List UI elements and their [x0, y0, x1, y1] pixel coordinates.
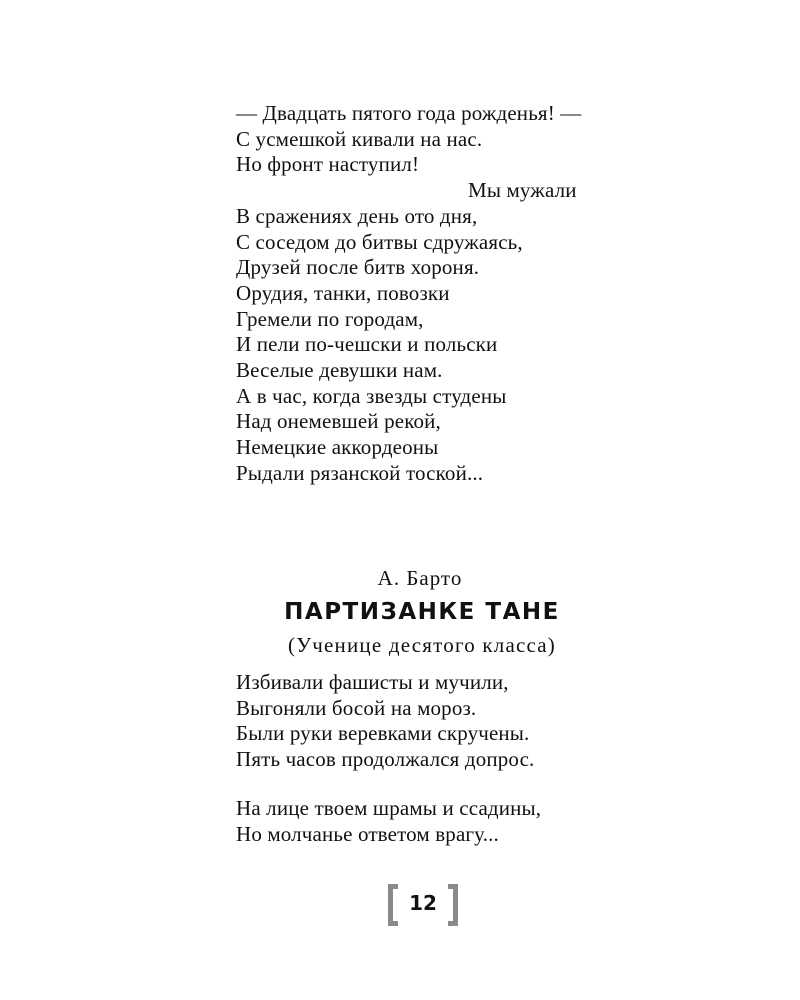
poem-line: Выгоняли босой на мороз.: [236, 695, 477, 720]
poem-line: Но фронт наступил!: [236, 152, 420, 177]
poem-line: Пять часов продолжался допрос.: [236, 747, 535, 772]
poem-title: ПАРТИЗАНКЕ ТАНЕ: [284, 599, 560, 625]
poem-line: Избивали фашисты и мучили,: [236, 670, 509, 694]
poem-line: Веселые девушки нам.: [236, 358, 443, 383]
poem-author: А. Барто: [377, 566, 463, 590]
page-number-text: 12: [409, 891, 437, 915]
poem-line: Рыдали рязанской тоской...: [236, 460, 484, 485]
page-number: [388, 884, 458, 928]
poem-line: С соседом до битвы сдружаясь,: [236, 229, 523, 254]
poem-line-indented: Мы мужали: [468, 178, 577, 203]
poem-line: А в час, когда звезды студены: [236, 383, 507, 408]
stanza-first: [236, 101, 581, 487]
poem-line: Орудия, танки, повозки: [236, 280, 450, 305]
poem-line: — Двадцать пятого года рожденья! —: [236, 101, 582, 125]
poem-line: Над онемевшей рекой,: [236, 409, 441, 434]
left-bracket-icon: [388, 884, 398, 926]
poem-line: Друзей после битв хороня.: [236, 255, 480, 280]
right-bracket-icon: [448, 884, 458, 926]
stanza-third: [236, 796, 541, 847]
poem-subtitle: (Ученице десятого класса): [288, 633, 556, 657]
poem-line: Гремели по городам,: [236, 306, 424, 331]
poem-line: И пели по-чешски и польски: [236, 332, 498, 357]
poem-line: Но молчанье ответом врагу...: [236, 821, 499, 846]
stanza-second: [236, 670, 534, 773]
poem-line: С усмешкой кивали на нас.: [236, 126, 483, 151]
poem-line: Были руки веревками скручены.: [236, 721, 530, 746]
poem-line: В сражениях день ото дня,: [236, 203, 478, 228]
poem-line: Немецкие аккордеоны: [236, 435, 439, 460]
poem-line: На лице твоем шрамы и ссадины,: [236, 796, 542, 820]
